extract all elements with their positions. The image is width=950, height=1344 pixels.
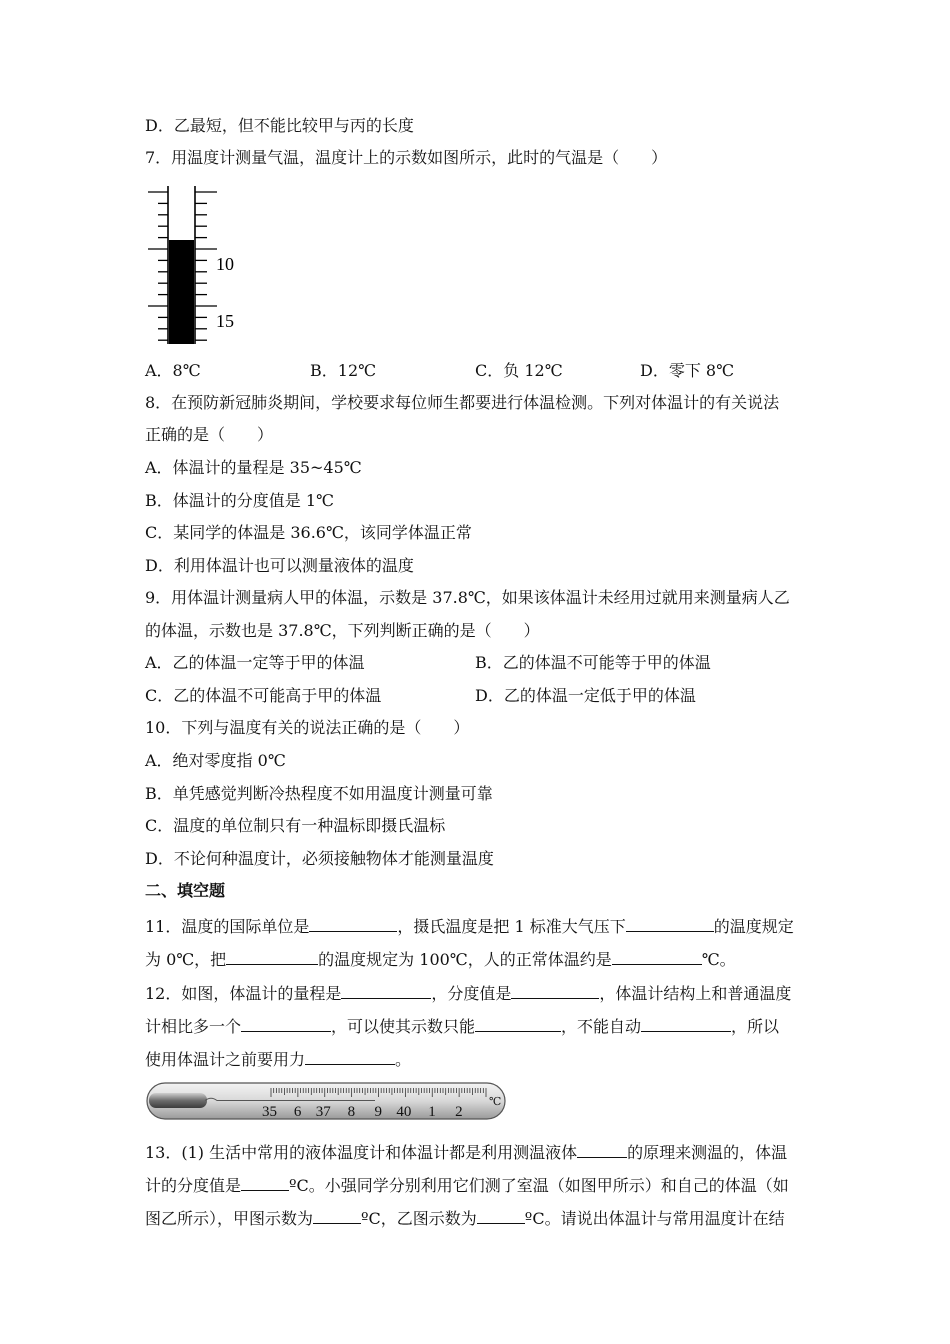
q13-text-7: ºC。请说出体温计与常用温度计在结 bbox=[524, 1209, 785, 1228]
q9-stem-line1: 9．用体温计测量病人甲的体温，示数是 37.8℃，如果该体温计未经用过就用来测量病人乙 bbox=[145, 588, 790, 607]
q10-option-d: D．不论何种温度计，必须接触物体才能测量温度 bbox=[145, 849, 494, 868]
q11-line1 bbox=[145, 913, 794, 938]
q13-blank-4[interactable] bbox=[477, 1205, 525, 1224]
liquid-column bbox=[169, 240, 194, 344]
q12-text-3: ，体温计结构上和普通温度 bbox=[599, 984, 792, 1003]
q8-option-b: B．体温计的分度值是 1℃ bbox=[145, 491, 334, 510]
scale-label-15: 15 bbox=[216, 311, 234, 331]
q11-text-5: 的温度规定为 100℃，人的正常体温约是 bbox=[318, 950, 612, 969]
scale-label: 8 bbox=[347, 1104, 356, 1120]
q12-blank-3[interactable] bbox=[241, 1013, 331, 1032]
thermometer-bulb bbox=[149, 1093, 207, 1108]
q13-blank-2[interactable] bbox=[241, 1172, 289, 1191]
q13-blank-3[interactable] bbox=[313, 1205, 361, 1224]
q6-option-d: D．乙最短，但不能比较甲与丙的长度 bbox=[145, 116, 414, 135]
q12-text-7: ，所以 bbox=[731, 1017, 780, 1036]
q12-text-5: ，可以使其示数只能 bbox=[331, 1017, 476, 1036]
q10-option-b: B．单凭感觉判断冷热程度不如用温度计测量可靠 bbox=[145, 784, 493, 803]
q12-text-1: 12．如图，体温计的量程是 bbox=[145, 984, 342, 1003]
q9-option-a: A．乙的体温一定等于甲的体温 bbox=[145, 653, 365, 672]
scale-label: 35 bbox=[262, 1104, 277, 1120]
q11-blank-2[interactable] bbox=[626, 913, 714, 932]
clinical-thermometer-figure bbox=[145, 1080, 510, 1122]
q11-line2 bbox=[145, 946, 736, 971]
q8-option-c: C．某同学的体温是 36.6℃，该同学体温正常 bbox=[145, 523, 472, 542]
q8-stem-line2: 正确的是（ ） bbox=[145, 425, 274, 444]
q12-blank-1[interactable] bbox=[341, 980, 431, 999]
q11-blank-4[interactable] bbox=[612, 946, 702, 965]
scale-label: 6 bbox=[293, 1104, 302, 1120]
q11-text-4: 为 0℃，把 bbox=[145, 950, 227, 969]
q12-text-8: 使用体温计之前要用力 bbox=[145, 1050, 306, 1069]
q12-text-9: 。 bbox=[395, 1050, 412, 1069]
q13-text-3: 计的分度值是 bbox=[145, 1176, 242, 1195]
q9-option-d: D．乙的体温一定低于甲的体温 bbox=[475, 686, 696, 705]
q13-text-6: ºC，乙图示数为 bbox=[361, 1209, 477, 1228]
q10-stem: 10．下列与温度有关的说法正确的是（ ） bbox=[145, 718, 470, 737]
q11-text-1: 11．温度的国际单位是 bbox=[145, 917, 310, 936]
q13-line1 bbox=[145, 1139, 787, 1164]
q12-line3 bbox=[145, 1046, 411, 1071]
q10-option-c: C．温度的单位制只有一种温标即摄氏温标 bbox=[145, 816, 446, 835]
q13-text-1: 13．(1) 生活中常用的液体温度计和体温计都是利用测温液体 bbox=[145, 1143, 578, 1162]
scale-label: 2 bbox=[455, 1104, 463, 1120]
q12-blank-5[interactable] bbox=[641, 1013, 731, 1032]
scale-label: 40 bbox=[396, 1104, 412, 1120]
q12-line1 bbox=[145, 980, 791, 1005]
q12-text-4: 计相比多一个 bbox=[145, 1017, 242, 1036]
q8-stem-line1: 8．在预防新冠肺炎期间，学校要求每位师生都要进行体温检测。下列对体温计的有关说法 bbox=[145, 393, 780, 412]
scale-label: 1 bbox=[428, 1104, 436, 1120]
q7-option-b: B．12℃ bbox=[310, 361, 377, 380]
q13-blank-1[interactable] bbox=[577, 1139, 627, 1158]
q12-blank-2[interactable] bbox=[511, 980, 599, 999]
q13-text-4: ºC。小强同学分别利用它们测了室温（如图甲所示）和自己的体温（如 bbox=[289, 1176, 789, 1195]
q12-blank-4[interactable] bbox=[475, 1013, 561, 1032]
q9-option-b: B．乙的体温不可能等于甲的体温 bbox=[475, 653, 711, 672]
q13-line3 bbox=[145, 1205, 785, 1230]
scale-label: 37 bbox=[315, 1104, 331, 1120]
q7-stem: 7．用温度计测量气温，温度计上的示数如图所示，此时的气温是（ ） bbox=[145, 148, 668, 167]
q11-blank-3[interactable] bbox=[226, 946, 318, 965]
q7-option-a: A．8℃ bbox=[145, 361, 201, 380]
q12-line2 bbox=[145, 1013, 779, 1038]
q8-option-d: D．利用体温计也可以测量液体的温度 bbox=[145, 556, 414, 575]
scale-label-10: 10 bbox=[216, 254, 234, 274]
thermometer-figure bbox=[140, 182, 260, 350]
q11-blank-1[interactable] bbox=[309, 913, 397, 932]
q12-text-6: ，不能自动 bbox=[561, 1017, 642, 1036]
q11-text-2: ，摄氏温度是把 1 标准大气压下 bbox=[397, 917, 626, 936]
scale-label: 9 bbox=[374, 1104, 382, 1120]
q7-option-c: C．负 12℃ bbox=[475, 361, 563, 380]
q10-option-a: A．绝对零度指 0℃ bbox=[145, 751, 286, 770]
q8-option-a: A．体温计的量程是 35~45℃ bbox=[145, 458, 362, 477]
q13-text-2: 的原理来测温的，体温 bbox=[627, 1143, 788, 1162]
q11-text-6: ℃。 bbox=[701, 950, 736, 969]
q12-blank-6[interactable] bbox=[305, 1046, 395, 1065]
q13-line2 bbox=[145, 1172, 789, 1197]
q7-option-d: D．零下 8℃ bbox=[640, 361, 734, 380]
q12-text-2: ，分度值是 bbox=[431, 984, 512, 1003]
celsius-unit-label: ℃ bbox=[489, 1096, 502, 1108]
q9-option-c: C．乙的体温不可能高于甲的体温 bbox=[145, 686, 382, 705]
q13-text-5: 图乙所示），甲图示数为 bbox=[145, 1209, 314, 1228]
q9-stem-line2: 的体温，示数也是 37.8℃，下列判断正确的是（ ） bbox=[145, 621, 540, 640]
q11-text-3: 的温度规定 bbox=[713, 917, 794, 936]
section-heading-fill-in: 二、填空题 bbox=[145, 881, 226, 900]
